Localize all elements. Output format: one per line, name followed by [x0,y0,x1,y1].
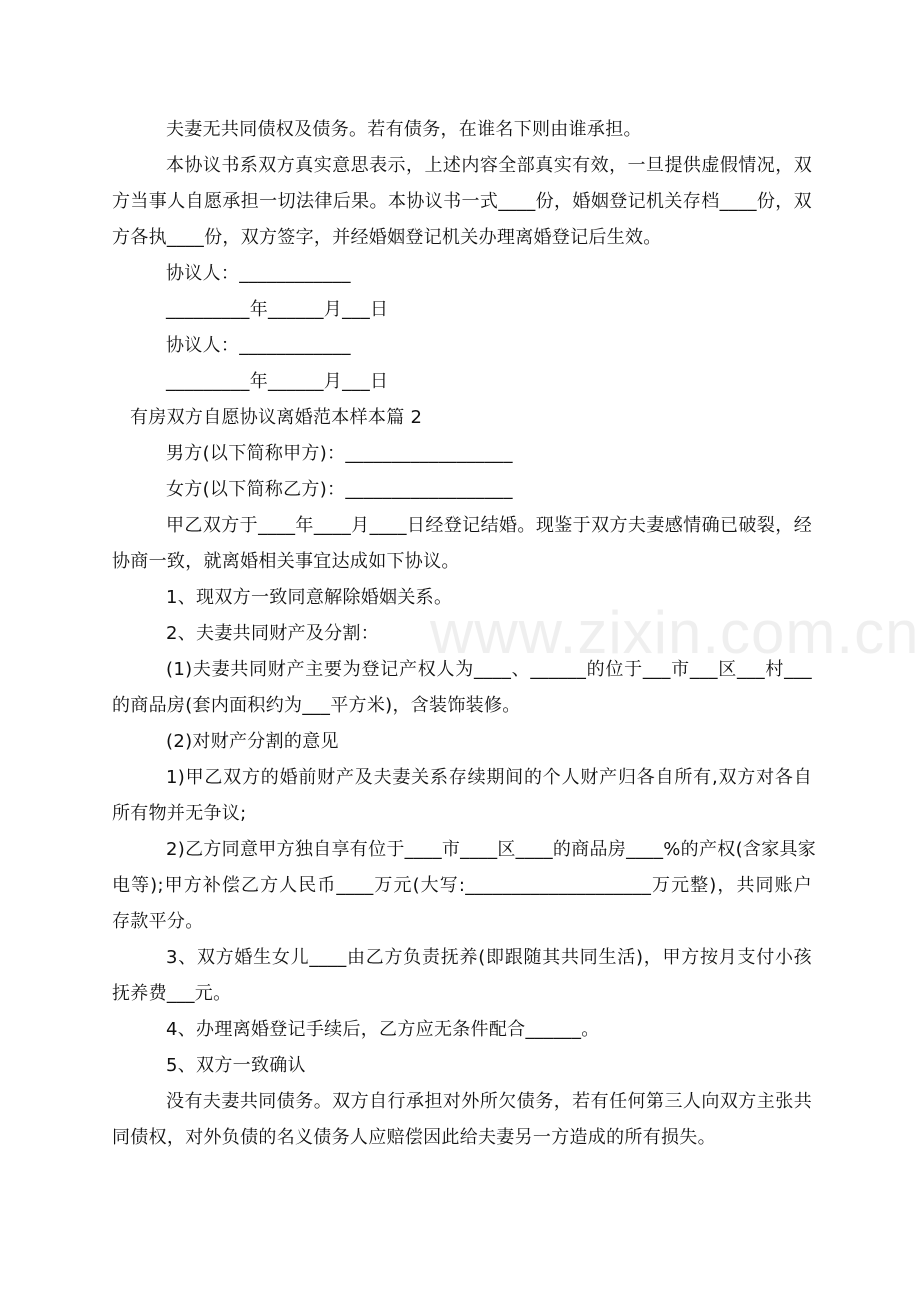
paragraph-line: 电等);甲方补偿乙方人民币____万元(大写:____________________万元整)，共同账户 [112,875,812,896]
party-line: 男方(以下简称甲方)：__________________ [166,443,513,464]
paragraph-line: 所有物并无争议; [112,803,247,824]
paragraph-line: 没有夫妻共同债务。双方自行承担对外所欠债务，若有任何第三人向双方主张共 [166,1091,812,1112]
paragraph-line: 方当事人自愿承担一切法律后果。本协议书一式____份，婚姻登记机关存档____份，双 [112,191,812,212]
section-title: 有房双方自愿协议离婚范本样本篇 2 [130,407,423,428]
paragraph-line: 甲乙双方于____年____月____日经登记结婚。现鉴于双方夫妻感情确已破裂，经 [166,515,812,536]
paragraph-line: 本协议书系双方真实意思表示，上述内容全部真实有效，一旦提供虚假情况，双 [166,155,812,176]
paragraph-line: 抚养费___元。 [112,983,232,1004]
paragraph-line: 同债权，对外负债的名义债务人应赔偿因此给夫妻另一方造成的所有损失。 [112,1127,716,1148]
paragraph-line: 存款平分。 [112,911,204,932]
paragraph-line: 方各执____份，双方签字，并经婚姻登记机关办理离婚登记后生效。 [112,227,662,248]
paragraph-line: 3、双方婚生女儿____由乙方负责抚养(即跟随其共同生活)，甲方按月支付小孩 [166,947,812,968]
paragraph-line: 协商一致，就离婚相关事宜达成如下协议。 [112,551,460,572]
paragraph-line: 的商品房(套内面积约为___平方米)，含装饰装修。 [112,695,521,716]
paragraph-line: 2)乙方同意甲方独自享有位于____市____区____的商品房____%的产权(含家具家 [166,839,817,860]
clause-line: 2、夫妻共同财产及分割： [166,623,380,644]
clause-line: 1、现双方一致同意解除婚姻关系。 [166,587,453,608]
signature-line: 协议人：____________ [166,335,351,356]
clause-line: 4、办理离婚登记手续后，乙方应无条件配合______。 [166,1019,600,1040]
clause-line: (2)对财产分割的意见 [166,731,339,752]
date-line: _________年______月___日 [166,371,389,392]
party-line: 女方(以下简称乙方)：__________________ [166,479,513,500]
watermark: www.zixin.com.cn [430,599,920,666]
date-line: _________年______月___日 [166,299,389,320]
signature-line: 协议人：____________ [166,263,351,284]
paragraph-line: (1)夫妻共同财产主要为登记产权人为____、______的位于___市___区___村___ [166,659,812,680]
clause-line: 5、双方一致确认 [166,1055,306,1076]
paragraph-line: 夫妻无共同债权及债务。若有债务，在谁名下则由谁承担。 [166,119,642,140]
paragraph-line: 1)甲乙双方的婚前财产及夫妻关系存续期间的个人财产归各自所有,双方对各自 [166,767,812,788]
